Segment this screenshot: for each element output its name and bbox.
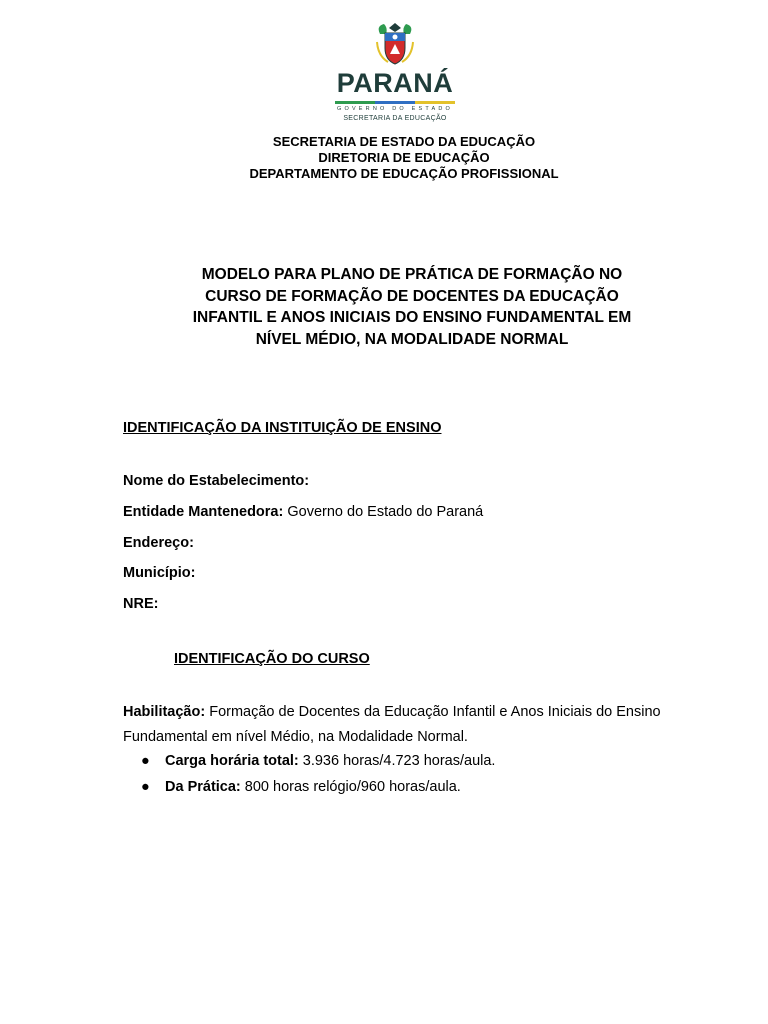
- habilitacao-label: Habilitação:: [123, 704, 206, 720]
- bullet-icon: ●: [141, 779, 150, 795]
- header-line-diretoria: DIRETORIA DE EDUCAÇÃO: [318, 150, 490, 165]
- bullet-pratica: [141, 777, 461, 797]
- field-municipio: [123, 563, 196, 583]
- course-heading: IDENTIFICAÇÃO DO CURSO: [174, 651, 370, 667]
- entidade-label: Entidade Mantenedora:: [123, 504, 284, 520]
- nre-label: NRE:: [123, 596, 159, 612]
- header-line-secretaria: SECRETARIA DE ESTADO DA EDUCAÇÃO: [272, 134, 536, 149]
- logo-subtitle-governo: GOVERNO DO ESTADO: [336, 106, 454, 112]
- carga-label: Carga horária total:: [165, 753, 299, 769]
- pratica-label: Da Prática:: [165, 779, 241, 795]
- title-line-4: NÍVEL MÉDIO, NA MODALIDADE NORMAL: [255, 330, 569, 348]
- entidade-value: Governo do Estado do Paraná: [283, 504, 484, 520]
- title-line-2: CURSO DE FORMAÇÃO DE DOCENTES DA EDUCAÇÃO: [205, 287, 619, 305]
- habilitacao-paragraph: [123, 700, 663, 750]
- pratica-value: 800 horas relógio/960 horas/aula.: [240, 779, 461, 795]
- bullet-icon: ●: [141, 753, 150, 769]
- municipio-label: Município:: [123, 565, 196, 581]
- logo-color-bar: [335, 101, 455, 104]
- field-endereco: [123, 533, 194, 553]
- habilitacao-value: Formação de Docentes da Educação Infantil e Anos Iniciais do Ensino Fundamental em nível Médio, na Modalidade Normal.: [123, 704, 661, 745]
- carga-value: 3.936 horas/4.723 horas/aula.: [298, 753, 496, 769]
- endereco-label: Endereço:: [123, 535, 194, 551]
- bullet-carga-horaria: [141, 751, 495, 771]
- institution-heading: IDENTIFICAÇÃO DA INSTITUIÇÃO DE ENSINO: [123, 420, 442, 436]
- header-line-departamento: DEPARTAMENTO DE EDUCAÇÃO PROFISSIONAL: [249, 166, 559, 181]
- nome-label: Nome do Estabelecimento:: [123, 473, 310, 489]
- parana-logo: [330, 22, 460, 122]
- field-entidade: [123, 502, 483, 522]
- document-title: [160, 264, 664, 350]
- logo-subtitle-secretaria: SECRETARIA DA EDUCAÇÃO: [343, 115, 447, 122]
- field-nre: [123, 594, 158, 614]
- title-line-3: INFANTIL E ANOS INICIAIS DO ENSINO FUNDAMENTAL EM: [192, 309, 632, 326]
- document-header: [0, 134, 768, 182]
- field-nome: [123, 471, 309, 491]
- logo-wordmark: PARANÁ: [336, 68, 454, 98]
- coat-of-arms-icon: [374, 22, 416, 66]
- title-line-1: MODELO PARA PLANO DE PRÁTICA DE FORMAÇÃO NO: [201, 266, 623, 283]
